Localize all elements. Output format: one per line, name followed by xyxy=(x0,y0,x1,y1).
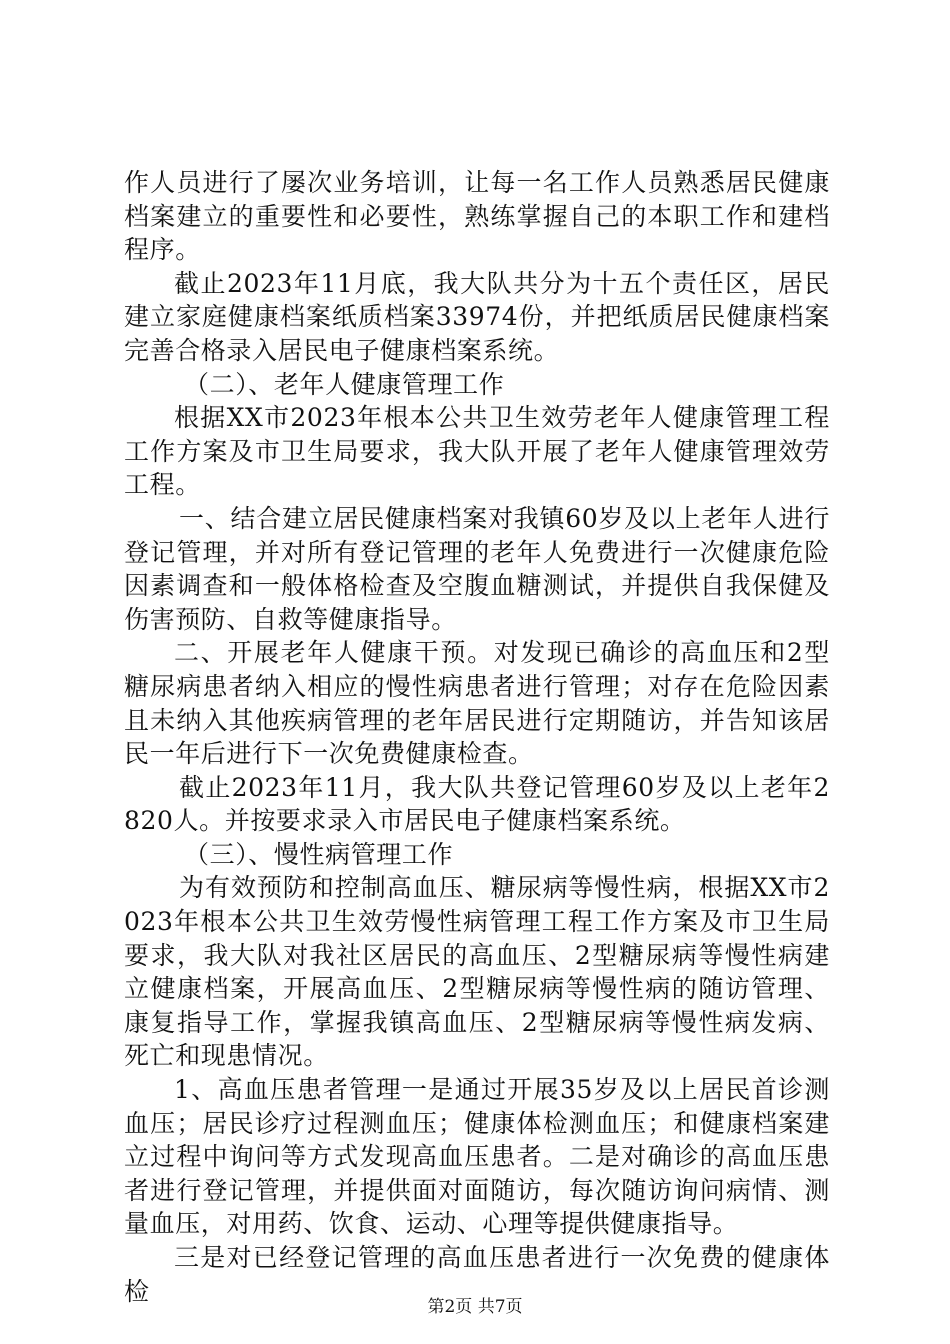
document-body xyxy=(124,166,830,1308)
paragraph-elderly-count: 截止2023年11月，我大队共登记管理60岁及以上老年2820人。并按要求录入市居民电子健康档案系统。 xyxy=(124,772,830,836)
paragraph-chronic-intro: 为有效预防和控制高血压、糖尿病等慢性病，根据XX市2023年根本公共卫生效劳慢性病管理工程工作方案及市卫生局要求，我大队对我社区居民的高血压、2型糖尿病等慢性病建立健康档案，开展高血压、2型糖尿病等慢性病的随访管理、康复指导工作，掌握我镇高血压、2型糖尿病等慢性病发病、死亡和现患情况。 xyxy=(124,873,830,1071)
section-heading-elderly: （二）、老年人健康管理工作 xyxy=(184,369,505,399)
paragraph-elderly-item-1: 一、结合建立居民健康档案对我镇60岁及以上老年人进行登记管理，并对所有登记管理的老年人免费进行一次健康危险因素调查和一般体格检查及空腹血糖测试，并提供自我保健及伤害预防、自救等健康指导。 xyxy=(124,503,830,634)
paragraph-elderly-intro: 根据XX市2023年根本公共卫生效劳老年人健康管理工程工作方案及市卫生局要求，我大队开展了老年人健康管理效劳工程。 xyxy=(124,403,830,500)
paragraph-elderly-item-2: 二、开展老年人健康干预。对发现已确诊的高血压和2型糖尿病患者纳入相应的慢性病患者进行管理；对存在危险因素且未纳入其他疾病管理的老年居民进行定期随访，并告知该居民一年后进行下一次免费健康检查。 xyxy=(124,638,830,769)
paragraph-archive-count: 截止2023年11月底，我大队共分为十五个责任区，居民建立家庭健康档案纸质档案33974份，并把纸质居民健康档案完善合格录入居民电子健康档案系统。 xyxy=(124,268,830,365)
section-heading-chronic: （三）、慢性病管理工作 xyxy=(184,839,454,869)
paragraph-hypertension-checkup: 三是对已经登记管理的高血压患者进行一次免费的健康体检 xyxy=(124,1243,830,1306)
paragraph-training: 作人员进行了屡次业务培训，让每一名工作人员熟悉居民健康档案建立的重要性和必要性，熟练掌握自己的本职工作和建档程序。 xyxy=(124,168,830,265)
paragraph-hypertension: 1、高血压患者管理一是通过开展35岁及以上居民首诊测血压；居民诊疗过程测血压；健康体检测血压；和健康档案建立过程中询问等方式发现高血压患者。二是对确诊的高血压患者进行登记管理，并提供面对面随访，每次随访询问病情、测量血压，对用药、饮食、运动、心理等提供健康指导。 xyxy=(124,1075,830,1239)
page-footer: 第2页 共7页 xyxy=(427,1297,523,1317)
